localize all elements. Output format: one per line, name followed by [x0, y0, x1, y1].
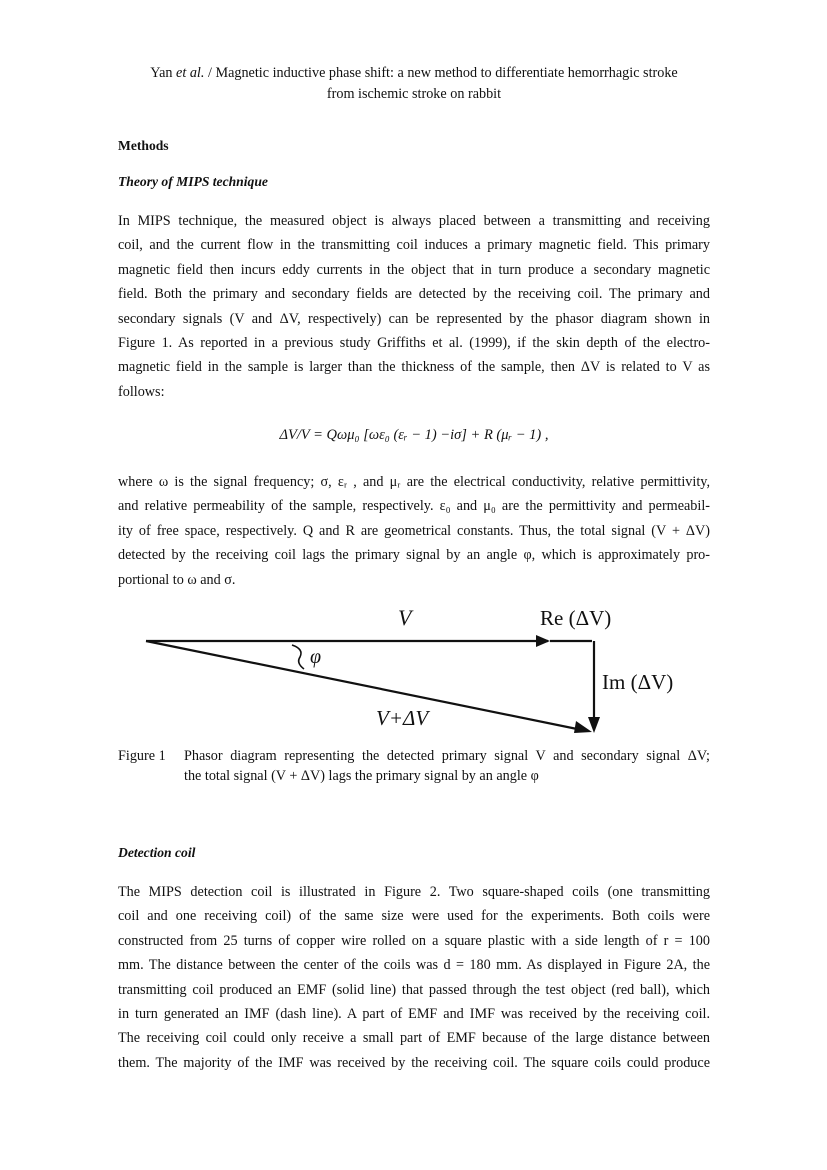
label-im-delta-v: Im (ΔV): [602, 670, 674, 694]
text-line: coil and one receiving coil) of the same size were used for the experiments. Both coils were: [118, 908, 710, 925]
text-line: them. The majority of the IMF was received by the receiving coil. The square coils could produce: [118, 1054, 710, 1071]
total-arrowhead: [574, 721, 592, 733]
text-line: field. Both the primary and secondary fields are detected by the receiving coil. The primary and: [118, 286, 710, 303]
angle-arc: [292, 645, 304, 669]
text-line: and relative permeability of the sample, respectively. ε₀ and μ₀ are the permittivity and permeabil-: [118, 498, 710, 515]
text-line: detected by the receiving coil lags the primary signal by an angle φ, which is approximately pro-: [118, 547, 710, 564]
detection-paragraph: [118, 880, 710, 1075]
text-line: ity of free space, respectively. Q and R are geometrical constants. Thus, the total signal (V + ΔV): [118, 522, 710, 539]
label-phi: φ: [310, 646, 322, 668]
caption-line: the total signal (V + ΔV) lags the primary signal by an angle φ: [184, 768, 539, 784]
label-v-plus-delta-v: V+ΔV: [376, 706, 429, 730]
paper-title-part-1: / Magnetic inductive phase shift: a new method to differentiate hemorrhagic stroke: [204, 65, 678, 81]
text-line: Figure 1. As reported in a previous study Griffiths et al. (1999), if the skin depth of the electro-: [118, 334, 710, 351]
text-line: magnetic field in the sample is larger than the thickness of the sample, then ΔV is related to V as: [118, 359, 710, 376]
text-line: in turn generated an IMF (dash line). A part of EMF and IMF was received by the receiving coil.: [118, 1005, 710, 1022]
theory-paragraph-1: [118, 209, 710, 404]
section-heading-methods: Methods: [118, 138, 169, 153]
text-line: follows:: [118, 383, 165, 400]
text-line: mm. The distance between the center of the coils was d = 180 mm. As displayed in Figure 2A, the: [118, 957, 710, 974]
subsection-heading-detection-coil: Detection coil: [118, 845, 196, 860]
label-re-delta-v: Re (ΔV): [540, 606, 612, 630]
running-head-line-1: [118, 63, 710, 84]
primary-arrowhead: [536, 635, 550, 647]
text-line: constructed from 25 turns of copper wire rolled on a square plastic with a side length of r = 100: [118, 932, 710, 949]
text-line: transmitting coil produced an EMF (solid line) that passed through the test object (red ball), which: [118, 981, 710, 998]
text-line: where ω is the signal frequency; σ, εᵣ , and μᵣ are the electrical conductivity, relative permittivity,: [118, 474, 710, 490]
equation-delta-v: ΔV/V = Qωμ₀ [ωε₀ (εᵣ − 1) −iσ] + R (μᵣ − 1) ,: [279, 427, 549, 443]
text-line: coil, and the current flow in the transmitting coil induces a primary magnetic field. This primary: [118, 237, 710, 254]
caption-text: [184, 746, 710, 786]
author-name: Yan: [150, 65, 173, 81]
phasor-diagram: [130, 597, 696, 742]
subsection-heading-theory: Theory of MIPS technique: [118, 174, 268, 189]
text-line: portional to ω and σ.: [118, 571, 236, 588]
text-line: The receiving coil could only receive a small part of EMF because of the large distance between: [118, 1030, 710, 1047]
text-line: In MIPS technique, the measured object is always placed between a transmitting and receiving: [118, 213, 710, 229]
total-signal-arrow: [146, 641, 582, 730]
text-line: The MIPS detection coil is illustrated in Figure 2. Two square-shaped coils (one transmitting: [118, 884, 710, 900]
text-line: secondary signals (V and ΔV, respectively) can be represented by the phasor diagram shown in: [118, 310, 710, 327]
running-head: [118, 63, 710, 105]
et-al: et al.: [176, 65, 205, 81]
caption-line: Phasor diagram representing the detected primary signal V and secondary signal ΔV;: [184, 748, 710, 764]
theory-paragraph-2: [118, 470, 710, 592]
caption-label: Figure 1: [118, 748, 166, 764]
paper-title-part-2: from ischemic stroke on rabbit: [326, 86, 502, 102]
label-v: V: [398, 605, 412, 630]
text-line: magnetic field then incurs eddy currents in the object that in turn produce a secondary magnetic: [118, 261, 710, 278]
